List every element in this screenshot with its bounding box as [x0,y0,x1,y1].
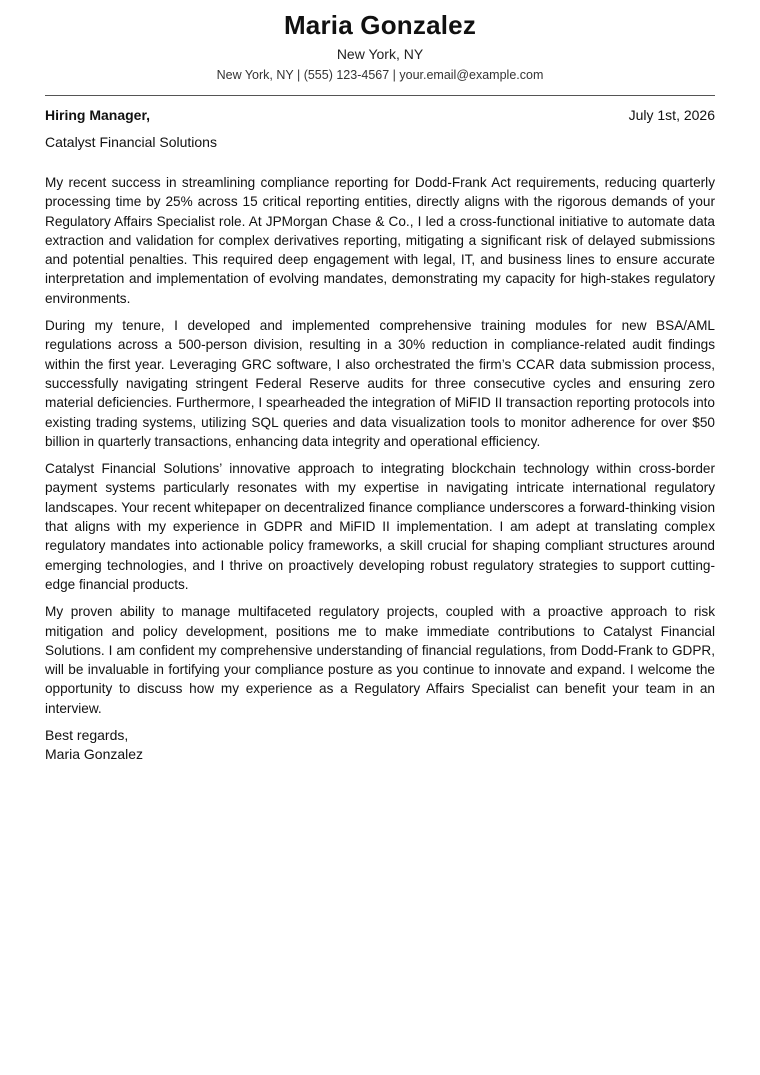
letter-header [45,0,715,83]
letter-date: July 1st, 2026 [628,107,715,123]
body-paragraph-4: My proven ability to manage multifaceted regulatory projects, coupled with a proactive approach to risk mitigation and policy development, positions me to make immediate contributions to Catalyst Financial Solutions. I am confident my comprehensive understanding of financial regulations, from Dodd-Frank to GDPR, will be invaluable in fortifying your compliance posture as you continue to innovate and expand. I welcome the opportunity to discuss how my experience as a Regulatory Affairs Specialist can benefit your team in an interview. [45,604,715,716]
letter-body [45,173,715,718]
applicant-location: New York, NY [336,46,424,62]
body-paragraph-2: During my tenure, I developed and implemented comprehensive training modules for new BSA/AML regulations across a 500-person division, resulting in a 30% reduction in compliance-related audit findings within the first year. Leveraging GRC software, I also orchestrated the firm’s CCAR data submission process, successfully navigating stringent Federal Reserve audits for three consecutive cycles and ensuring zero material deficiencies. Furthermore, I spearheaded the integration of MiFID II transaction reporting protocols into existing trading systems, utilizing SQL queries and data visualization tools to monitor adherence for over $50 billion in quarterly transactions, enhancing data integrity and operational efficiency. [45,318,715,449]
letter-closing [45,726,715,765]
recipient-company: Catalyst Financial Solutions [45,134,217,150]
applicant-name: Maria Gonzalez [283,10,477,40]
recipient-salutation: Hiring Manager, [45,107,151,123]
header-divider [45,95,715,96]
applicant-contact-line: New York, NY | (555) 123-4567 | your.email@example.com [216,68,544,82]
closing-phrase: Best regards, [45,727,129,744]
body-paragraph-1: My recent success in streamlining compliance reporting for Dodd-Frank Act requirements, reducing quarterly processing time by 25% across 15 critical reporting entities, directly aligns with the rigorous demands of your Regulatory Affairs Specialist role. At JPMorgan Chase & Co., I led a cross-functional initiative to automate data extraction and validation for complex derivatives reporting, mitigating a significant risk of delayed submissions and potential penalties. This required deep engagement with legal, IT, and business lines to ensure accurate interpretation and implementation of evolving mandates, demonstrating my capacity for high-stakes regulatory environments. [45,175,715,306]
recipient-date-row [45,106,715,124]
body-paragraph-3: Catalyst Financial Solutions’ innovative approach to integrating blockchain technology within cross-border payment systems particularly resonates with my expertise in navigating intricate international regulatory landscapes. Your recent whitepaper on decentralized finance compliance underscores a forward-thinking vision that aligns with my experience in GDPR and MiFID II implementation. I am adept at translating complex regulatory mandates into actionable policy frameworks, a skill crucial for shaping compliant structures around emerging technologies, and I thrive on proactively developing robust regulatory strategies to support cutting-edge financial products. [45,461,715,592]
signature-name: Maria Gonzalez [45,746,144,763]
